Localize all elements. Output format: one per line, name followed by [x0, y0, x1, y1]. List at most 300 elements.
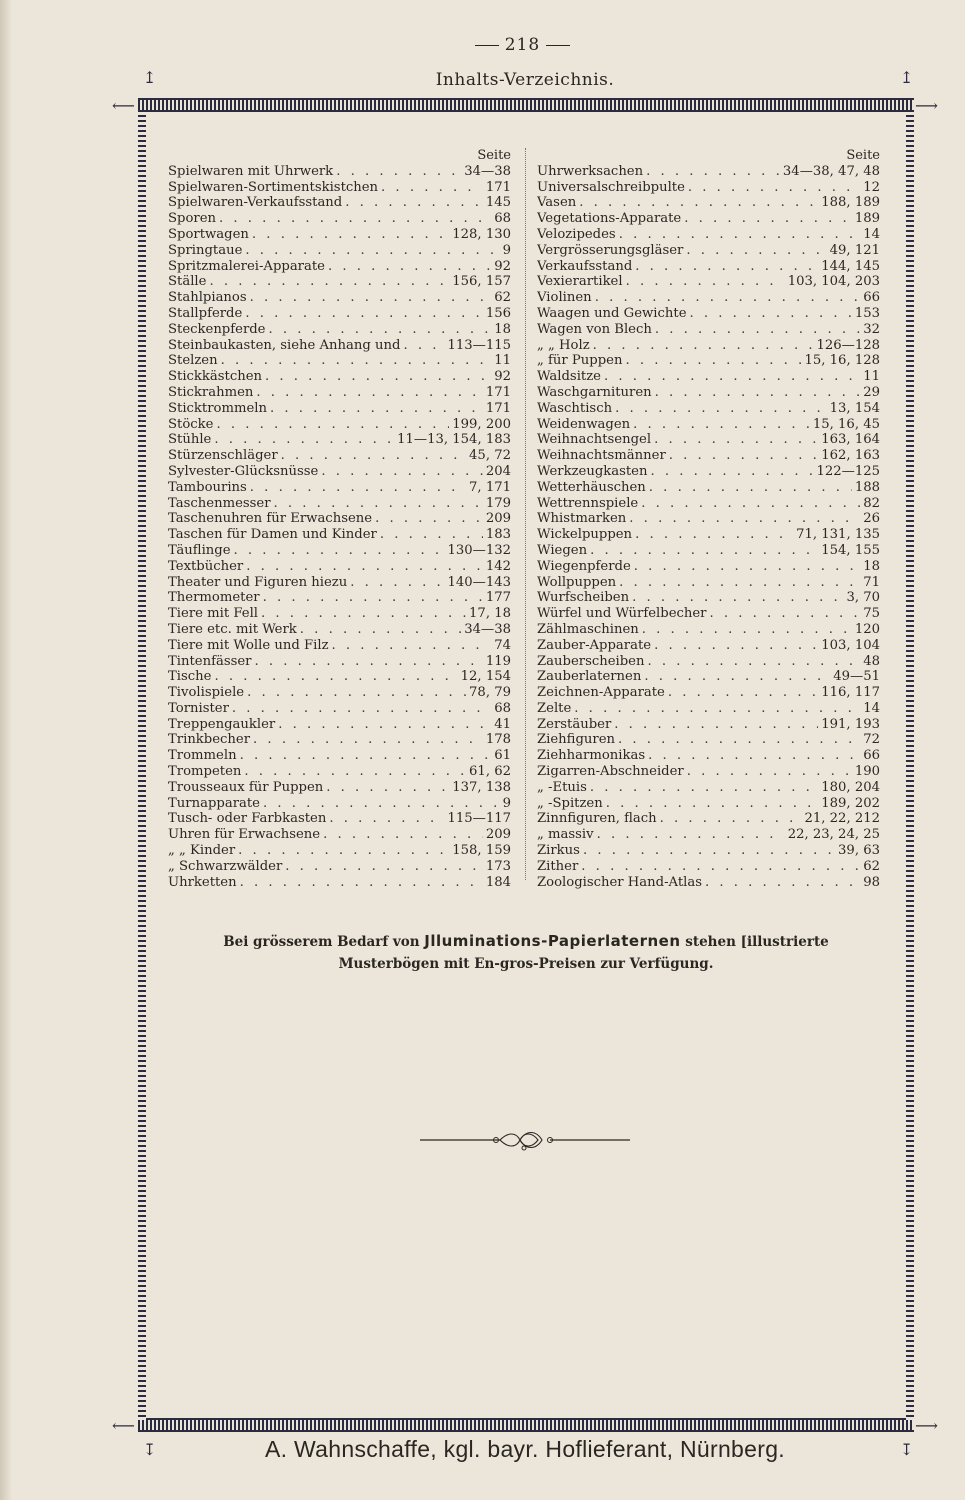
leader-dots — [245, 306, 483, 322]
index-pages: 9 — [502, 242, 511, 258]
leader-dots — [219, 211, 491, 227]
leader-dots — [635, 259, 818, 275]
index-pages: 11 — [494, 353, 511, 369]
index-entry — [537, 875, 880, 891]
index-pages: 126—128 — [816, 337, 880, 353]
index-entry — [168, 243, 511, 259]
index-entry — [168, 401, 511, 417]
index-pages: 45, 72 — [469, 448, 511, 464]
index-pages: 11—13, 154, 183 — [397, 432, 511, 448]
index-pages: 190 — [854, 764, 880, 780]
index-pages: 145 — [485, 195, 511, 211]
leader-dots — [261, 606, 466, 622]
index-entry — [168, 811, 511, 827]
index-pages: 173 — [485, 858, 511, 874]
page-number-ornament-right — [546, 45, 570, 46]
index-entry — [537, 606, 880, 622]
notice-line-2: Musterbögen mit En-gros-Preisen zur Verfügung. — [338, 956, 714, 972]
index-pages: 18 — [863, 558, 880, 574]
leader-dots — [710, 606, 861, 622]
index-pages: 137, 138 — [452, 779, 511, 795]
index-pages: 204 — [485, 463, 511, 479]
leader-dots — [252, 227, 449, 243]
leader-dots — [687, 764, 852, 780]
index-entry — [537, 496, 880, 512]
leader-dots — [590, 543, 818, 559]
leader-dots — [642, 622, 852, 638]
index-term: Tornister — [168, 700, 229, 716]
index-pages: 92 — [494, 258, 511, 274]
index-pages: 178 — [485, 732, 511, 748]
leader-dots — [648, 748, 860, 764]
leader-dots — [403, 338, 444, 354]
index-term: Zauber-Apparate — [537, 637, 652, 653]
index-entry — [168, 780, 511, 796]
index-term: Sticktrommeln — [168, 400, 267, 416]
index-term: Weihnachtsengel — [537, 432, 652, 448]
index-term: Taschenuhren für Erwachsene — [168, 511, 373, 527]
index-term: Tiere etc. mit Werk — [168, 621, 297, 637]
index-entry — [168, 180, 511, 196]
index-entry — [537, 575, 880, 591]
leader-dots — [705, 875, 860, 891]
index-term: Tiere mit Wolle und Filz — [168, 637, 329, 653]
index-pages: 177 — [485, 590, 511, 606]
index-entry — [168, 590, 511, 606]
leader-dots — [326, 780, 449, 796]
index-pages: 41 — [494, 716, 511, 732]
index-term: Taschenmesser — [168, 495, 271, 511]
index-entry — [168, 496, 511, 512]
index-pages: 61, 62 — [469, 764, 511, 780]
index-entry — [168, 290, 511, 306]
leader-dots — [216, 417, 449, 433]
index-term: Sylvester-Glücksnüsse — [168, 463, 319, 479]
index-term: Zauberscheiben — [537, 653, 645, 669]
index-pages: 209 — [485, 511, 511, 527]
index-term: Uhrwerksachen — [537, 163, 644, 179]
index-pages: 120 — [854, 621, 880, 637]
leader-dots — [332, 638, 492, 654]
leader-dots — [581, 859, 860, 875]
index-pages: 9 — [502, 795, 511, 811]
index-entry — [537, 732, 880, 748]
leader-dots — [240, 748, 492, 764]
index-pages: 78, 79 — [469, 685, 511, 701]
index-term: Treppengaukler — [168, 716, 276, 732]
index-entry — [537, 859, 880, 875]
leader-dots — [583, 843, 835, 859]
index-term: Wollpuppen — [537, 574, 617, 590]
notice-part-1: Bei grösserem Bedarf von — [223, 934, 420, 950]
index-pages: 162, 163 — [821, 448, 880, 464]
index-pages: 26 — [863, 511, 880, 527]
index-pages: 39, 63 — [838, 843, 880, 859]
leader-dots — [328, 259, 491, 275]
leader-dots — [595, 290, 861, 306]
index-entry — [168, 211, 511, 227]
frame-left-border — [138, 110, 146, 1420]
index-term: Springtaue — [168, 242, 243, 258]
index-pages: 61 — [494, 748, 511, 764]
index-term: Tusch- oder Farbkasten — [168, 811, 327, 827]
index-entry — [168, 796, 511, 812]
arrow-left-top-icon: ⟵ — [112, 96, 135, 115]
frame-right-border — [906, 110, 914, 1420]
index-term: Wagen von Blech — [537, 321, 652, 337]
index-pages: 66 — [863, 290, 880, 306]
index-term: Stallpferde — [168, 305, 243, 321]
index-entry — [168, 859, 511, 875]
index-pages: 92 — [494, 369, 511, 385]
index-pages: 103, 104, 203 — [787, 274, 880, 290]
index-pages: 183 — [485, 527, 511, 543]
leader-dots — [669, 448, 819, 464]
index-term: Wettrennspiele — [537, 495, 639, 511]
index-pages: 98 — [863, 874, 880, 890]
index-pages: 14 — [863, 700, 880, 716]
index-term: Werkzeugkasten — [537, 463, 648, 479]
index-term: Täuflinge — [168, 542, 231, 558]
index-pages: 12 — [863, 179, 880, 195]
index-pages: 119 — [485, 653, 511, 669]
index-term: „ „ Kinder — [168, 843, 236, 859]
leader-dots — [209, 274, 449, 290]
index-entry — [537, 780, 880, 796]
leader-dots — [263, 796, 500, 812]
index-term: Zinnfiguren, flach — [537, 811, 657, 827]
index-term: Stickrahmen — [168, 384, 254, 400]
leader-dots — [321, 464, 483, 480]
index-pages: 184 — [485, 874, 511, 890]
index-entry — [537, 227, 880, 243]
index-term: Waldsitze — [537, 369, 601, 385]
column-header-right: Seite — [846, 148, 880, 163]
index-pages: 189, 202 — [821, 795, 880, 811]
leader-dots — [247, 685, 466, 701]
page-heading: Inhalts-Verzeichnis. — [435, 70, 615, 90]
leader-dots — [214, 669, 457, 685]
index-pages: 115—117 — [447, 811, 511, 827]
index-entry — [537, 432, 880, 448]
index-term: Textbücher — [168, 558, 244, 574]
index-pages: 144, 145 — [821, 258, 880, 274]
leader-dots — [232, 701, 491, 717]
index-term: Trinkbecher — [168, 732, 251, 748]
index-term: Zählmaschinen — [537, 621, 639, 637]
leader-dots — [618, 732, 860, 748]
index-entry — [168, 748, 511, 764]
notice-text — [168, 930, 884, 975]
arrow-right-bottom-icon: ⟶ — [915, 1416, 938, 1435]
index-pages: 156 — [485, 305, 511, 321]
leader-dots — [654, 432, 818, 448]
index-term: Steinbaukasten, siehe Anhang und — [168, 337, 401, 353]
index-pages: 12, 154 — [460, 669, 511, 685]
index-entry — [168, 654, 511, 670]
page-number-ornament-left — [475, 45, 499, 46]
index-pages: 171 — [485, 384, 511, 400]
index-pages: 13, 154 — [829, 400, 880, 416]
index-pages: 62 — [494, 290, 511, 306]
index-term: Stickkästchen — [168, 369, 263, 385]
index-entry — [168, 622, 511, 638]
index-entry — [537, 669, 880, 685]
leader-dots — [684, 211, 852, 227]
index-term: Weihnachtsmänner — [537, 448, 666, 464]
leader-dots — [634, 559, 860, 575]
index-term: Velozipedes — [537, 226, 616, 242]
leader-dots — [381, 180, 483, 196]
index-pages: 116, 117 — [821, 685, 880, 701]
index-term: Weidenwagen — [537, 416, 631, 432]
index-term: Vegetations-Apparate — [537, 211, 682, 227]
index-pages: 209 — [485, 827, 511, 843]
leader-dots — [629, 511, 860, 527]
index-term: Uhren für Erwachsene — [168, 827, 321, 843]
index-term: Wiegen — [537, 542, 588, 558]
leader-dots — [647, 654, 860, 670]
leader-dots — [300, 622, 461, 638]
index-entry — [168, 543, 511, 559]
arrow-up-right-icon: ↥ — [900, 68, 914, 87]
leader-dots — [686, 243, 826, 259]
index-term: Tische — [168, 669, 212, 685]
leader-dots — [255, 654, 483, 670]
index-pages: 82 — [863, 495, 880, 511]
index-pages: 103, 104 — [821, 637, 880, 653]
leader-dots — [604, 369, 860, 385]
index-pages: 140—143 — [447, 574, 511, 590]
index-entry — [168, 306, 511, 322]
index-pages: 142 — [485, 558, 511, 574]
index-pages: 34—38 — [464, 163, 511, 179]
index-entry — [168, 827, 511, 843]
index-pages: 15, 16, 128 — [804, 353, 880, 369]
index-entry — [168, 701, 511, 717]
index-pages: 179 — [485, 495, 511, 511]
index-entry — [537, 811, 880, 827]
arrow-up-left-icon: ↥ — [143, 68, 157, 87]
index-term: Theater und Figuren hiezu — [168, 574, 348, 590]
page-edge — [0, 0, 12, 1500]
index-term: Wiegenpferde — [537, 558, 631, 574]
index-pages: 17, 18 — [469, 606, 511, 622]
leader-dots — [221, 353, 492, 369]
index-entry — [537, 243, 880, 259]
leader-dots — [619, 227, 861, 243]
index-pages: 71 — [863, 574, 880, 590]
index-term: Zither — [537, 858, 579, 874]
index-pages: 158, 159 — [452, 843, 511, 859]
index-term: Trommeln — [168, 748, 237, 764]
index-entry — [537, 638, 880, 654]
leader-dots — [650, 464, 813, 480]
column-header-left: Seite — [477, 148, 511, 163]
leader-dots — [614, 717, 818, 733]
leader-dots — [329, 811, 444, 827]
index-term: Zelte — [537, 700, 572, 716]
index-entry — [168, 717, 511, 733]
index-term: Ställe — [168, 274, 207, 290]
index-entry — [537, 417, 880, 433]
index-entry — [537, 622, 880, 638]
index-entry — [168, 338, 511, 354]
leader-dots — [606, 796, 819, 812]
index-pages: 7, 171 — [469, 479, 511, 495]
index-term: Spielwaren-Sortimentskistchen — [168, 179, 379, 195]
index-pages: 34—38, 47, 48 — [782, 163, 880, 179]
index-entry — [537, 843, 880, 859]
index-pages: 3, 70 — [846, 590, 880, 606]
index-term: Trousseaux für Puppen — [168, 779, 324, 795]
leader-dots — [597, 827, 785, 843]
leader-dots — [253, 732, 483, 748]
leader-dots — [246, 559, 483, 575]
leader-dots — [641, 496, 860, 512]
index-term: Spritzmalerei-Apparate — [168, 258, 325, 274]
arrow-left-bottom-icon: ⟵ — [112, 1416, 135, 1435]
index-term: Vasen — [537, 195, 577, 211]
index-entry — [168, 259, 511, 275]
index-entry — [168, 432, 511, 448]
index-term: Stürzenschläger — [168, 448, 278, 464]
index-term: „ „ Holz — [537, 337, 590, 353]
index-pages: 130—132 — [447, 542, 511, 558]
index-pages: 122—125 — [816, 463, 880, 479]
index-pages: 11 — [863, 369, 880, 385]
leader-dots — [615, 401, 827, 417]
index-term: Sportwagen — [168, 226, 249, 242]
index-entry — [537, 353, 880, 369]
index-term: Verkaufsstand — [537, 258, 633, 274]
index-term: Zigarren-Abschneider — [537, 764, 684, 780]
leader-dots — [375, 511, 483, 527]
index-term: „ -Etuis — [537, 779, 587, 795]
index-term: Wickelpuppen — [537, 527, 633, 543]
leader-dots — [323, 827, 483, 843]
leader-dots — [590, 780, 818, 796]
frame-top-border — [138, 98, 914, 112]
leader-dots — [238, 843, 449, 859]
leader-dots — [380, 527, 483, 543]
index-entry — [537, 701, 880, 717]
index-entry — [168, 875, 511, 891]
index-entry — [168, 606, 511, 622]
index-entry — [537, 480, 880, 496]
index-term: Tintenfässer — [168, 653, 252, 669]
index-term: „ für Puppen — [537, 353, 623, 369]
leader-dots — [256, 385, 482, 401]
index-pages: 75 — [863, 606, 880, 622]
index-term: Stahlpianos — [168, 290, 247, 306]
leader-dots — [654, 638, 818, 654]
index-term: Tambourins — [168, 479, 247, 495]
index-term: Zoologischer Hand-Atlas — [537, 874, 702, 890]
index-term: Zauberlaternen — [537, 669, 642, 685]
index-term: Waschgarnituren — [537, 384, 652, 400]
index-pages: 18 — [494, 321, 511, 337]
index-entry — [537, 306, 880, 322]
notice-line-1 — [168, 930, 884, 953]
leader-dots — [644, 669, 830, 685]
index-term: Zirkus — [537, 843, 580, 859]
index-entry — [537, 259, 880, 275]
index-pages: 49—51 — [833, 669, 880, 685]
index-pages: 180, 204 — [821, 779, 880, 795]
leader-dots — [635, 527, 793, 543]
index-entry — [168, 685, 511, 701]
leader-dots — [626, 274, 785, 290]
leader-dots — [285, 859, 483, 875]
leader-dots — [250, 480, 466, 496]
index-pages: 48 — [863, 653, 880, 669]
leader-dots — [668, 685, 818, 701]
index-entry — [168, 448, 511, 464]
leader-dots — [649, 480, 852, 496]
index-term: „ Schwarzwälder — [168, 858, 283, 874]
index-entry — [537, 527, 880, 543]
leader-dots — [274, 496, 483, 512]
arrow-right-top-icon: ⟶ — [915, 96, 938, 115]
index-term: Wurfscheiben — [537, 590, 630, 606]
index-pages: 171 — [485, 179, 511, 195]
index-pages: 71, 131, 135 — [796, 527, 880, 543]
index-entry — [537, 511, 880, 527]
index-entry — [537, 543, 880, 559]
arrow-down-right-icon: ↧ — [900, 1440, 914, 1459]
index-term: Waagen und Gewichte — [537, 305, 687, 321]
index-entry — [537, 274, 880, 290]
index-term: Spielwaren-Verkaufsstand — [168, 195, 343, 211]
index-entry — [537, 464, 880, 480]
index-entry — [537, 195, 880, 211]
index-term: Waschtisch — [537, 400, 613, 416]
index-term: Zerstäuber — [537, 716, 612, 732]
index-entry — [168, 638, 511, 654]
index-pages: 66 — [863, 748, 880, 764]
leader-dots — [690, 306, 852, 322]
index-pages: 21, 22, 212 — [804, 811, 880, 827]
leader-dots — [655, 322, 860, 338]
index-term: Stöcke — [168, 416, 214, 432]
leader-dots — [244, 764, 466, 780]
index-term: Vergrösserungsgläser — [537, 242, 684, 258]
index-term: Spielwaren mit Uhrwerk — [168, 163, 334, 179]
index-pages: 199, 200 — [452, 416, 511, 432]
index-entry — [168, 322, 511, 338]
notice-emphasis: Jlluminations-Papierlaternen — [424, 932, 681, 950]
index-entry — [168, 417, 511, 433]
leader-dots — [281, 448, 466, 464]
ornament-divider-icon — [420, 1128, 630, 1152]
index-entry — [537, 180, 880, 196]
leader-dots — [263, 590, 483, 606]
leader-dots — [619, 575, 860, 591]
leader-dots — [646, 164, 780, 180]
index-entry — [537, 764, 880, 780]
leader-dots — [350, 575, 444, 591]
index-term: Steckenpferde — [168, 321, 266, 337]
index-entry — [168, 164, 511, 180]
index-term: Violinen — [537, 290, 592, 306]
index-entry — [537, 401, 880, 417]
leader-dots — [265, 369, 491, 385]
index-column-left — [168, 148, 511, 890]
index-entry — [537, 322, 880, 338]
index-term: Ziehfiguren — [537, 732, 616, 748]
leader-dots — [655, 385, 861, 401]
